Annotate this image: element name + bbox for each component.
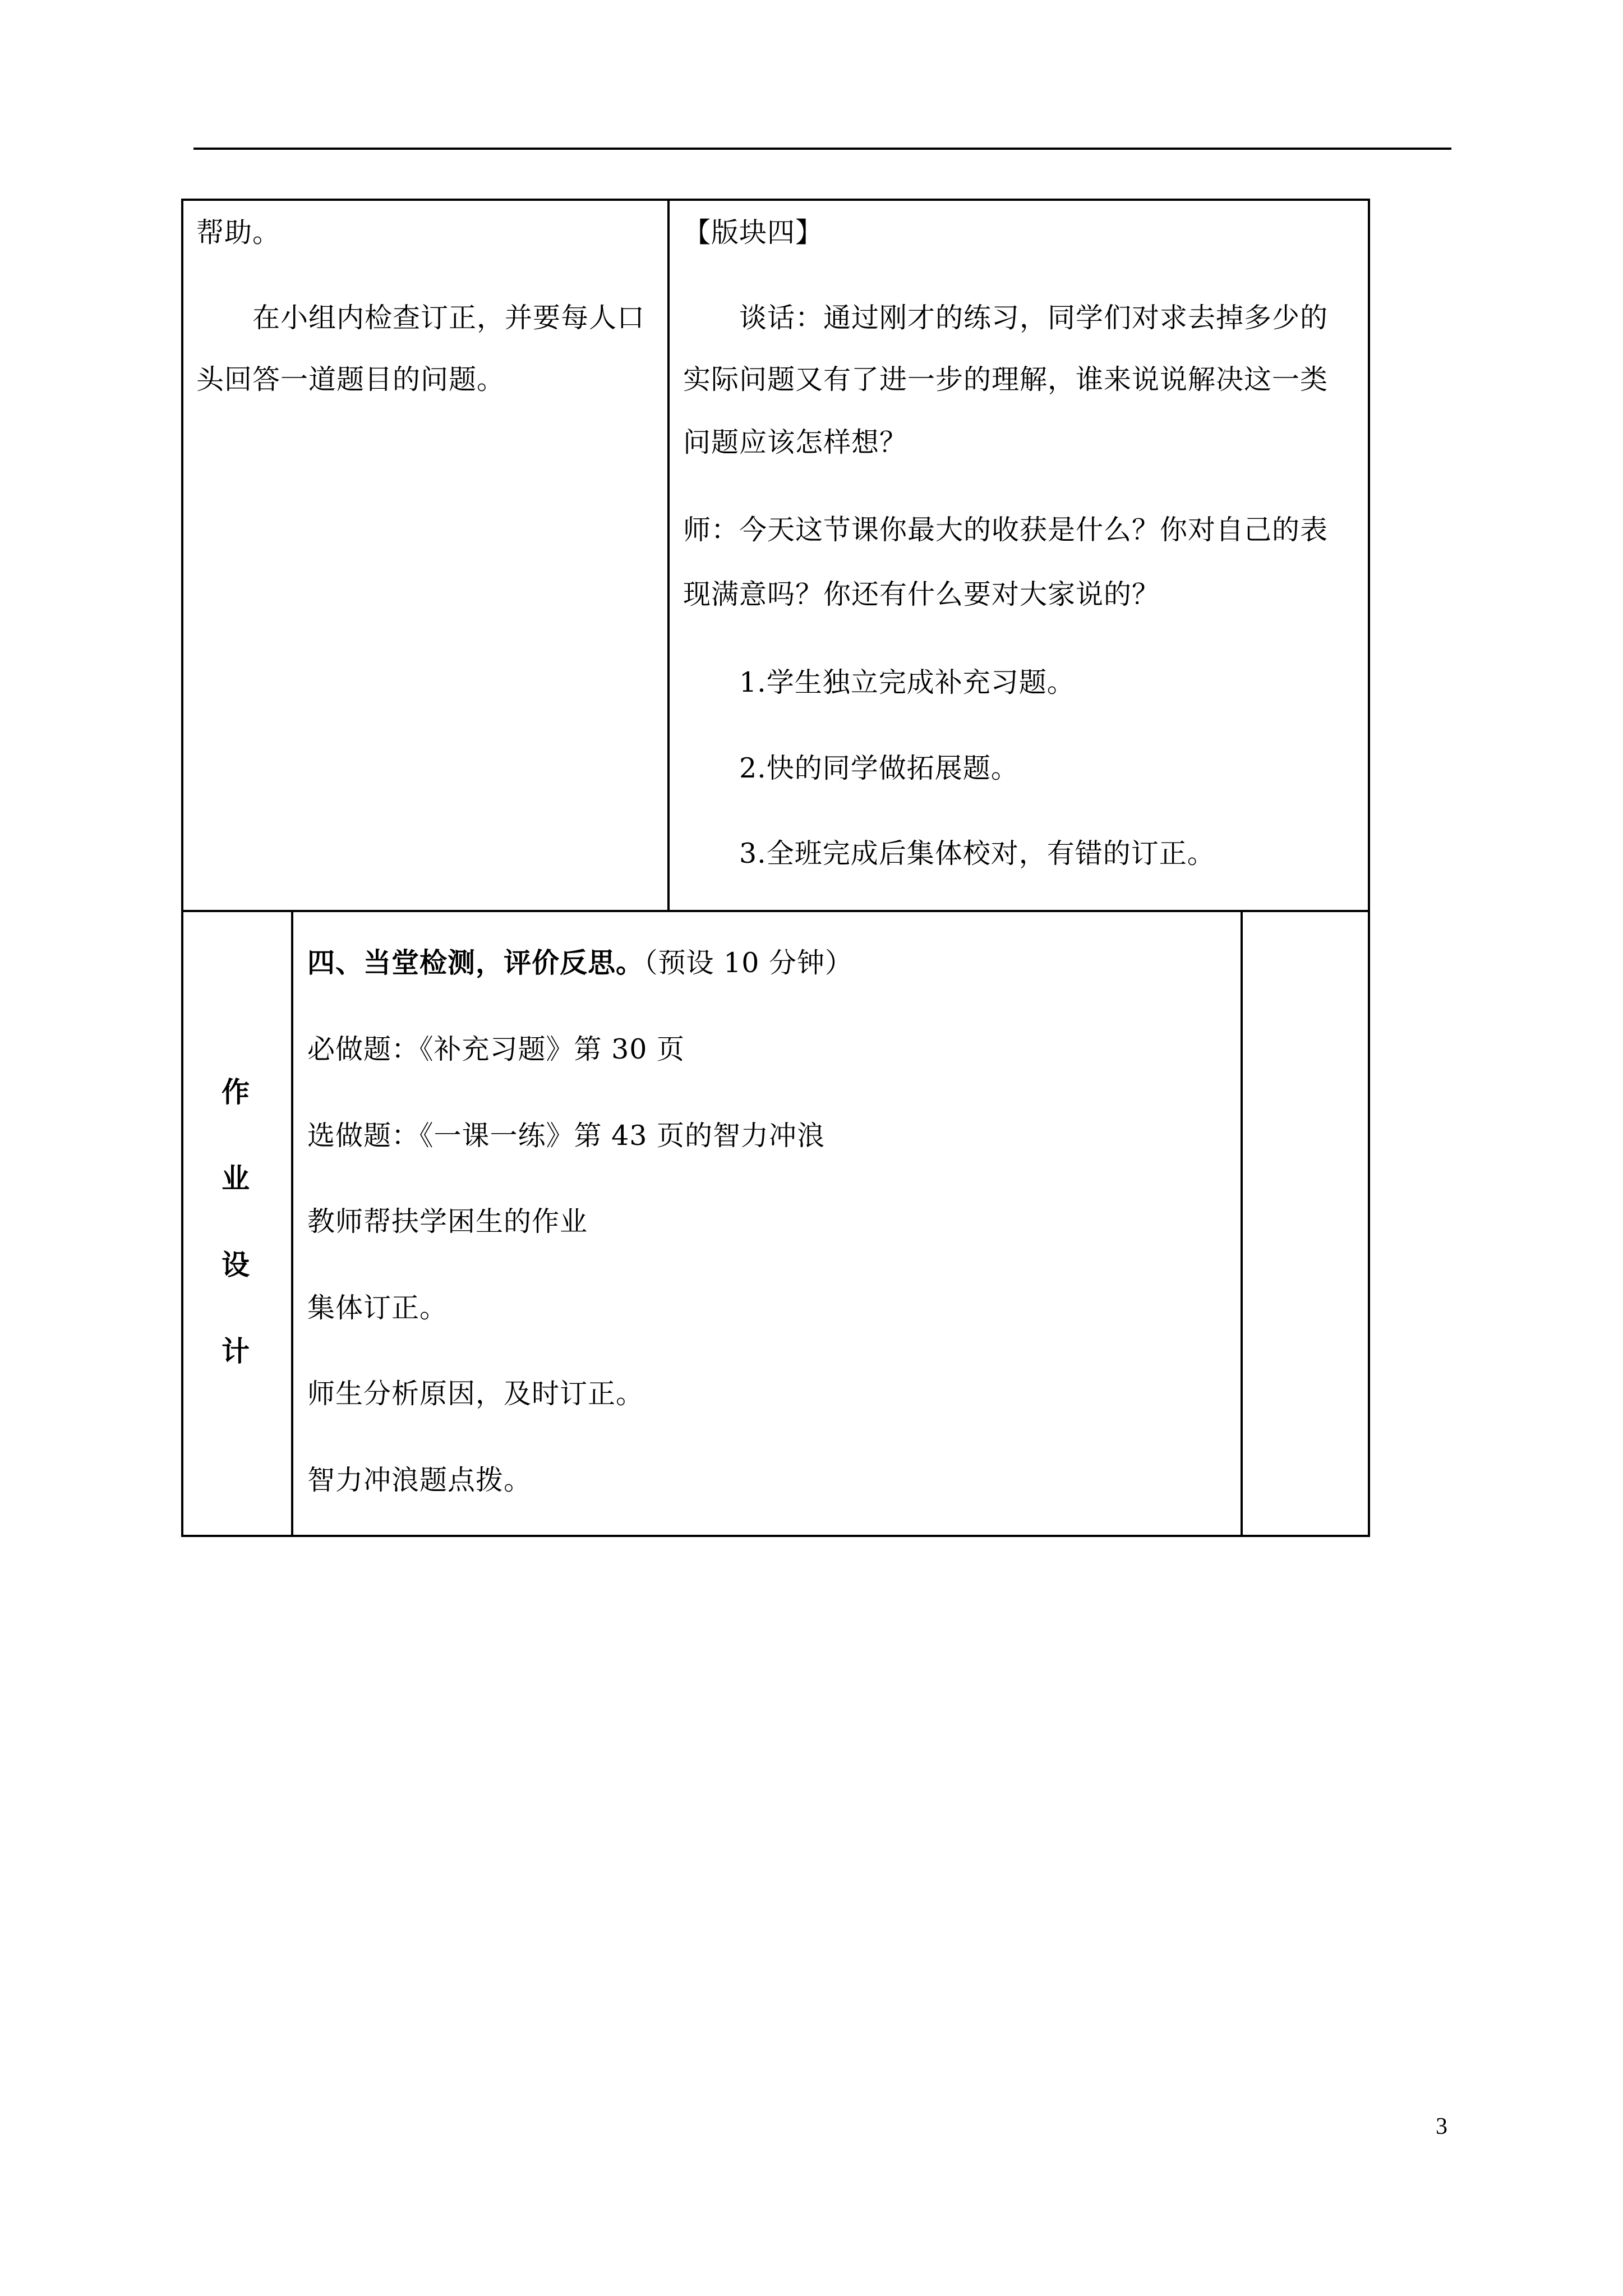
student-activity-paragraph-line-1: 在小组内检查订正，并要每人口: [252, 302, 645, 334]
homework-label-char-2: 业: [222, 1162, 250, 1195]
homework-title-bold: 四、当堂检测，评价反思。: [307, 946, 644, 979]
activity-item-3: 3.全班完成后集体校对，有错的订正。: [739, 838, 1215, 869]
activity-item-2: 2.快的同学做拓展题。: [739, 752, 1019, 784]
table-row-divider: [181, 910, 1370, 912]
homework-line-optional: 选做题：《一课一练》第 43 页的智力冲浪: [307, 1120, 826, 1152]
teacher-question-line-1: 师：今天这节课你最大的收获是什么？你对自己的表: [683, 514, 1329, 546]
table-border-bottom: [181, 1535, 1370, 1537]
table-border-top: [181, 199, 1370, 201]
table-right-empty-column-divider: [1241, 910, 1243, 1536]
talk-line-2: 实际问题又有了进一步的理解，谁来说说解决这一类: [683, 364, 1329, 395]
homework-line-required: 必做题：《补充习题》第 30 页: [307, 1033, 685, 1065]
talk-line-1: 谈话：通过刚才的练习，同学们对求去掉多少的: [739, 302, 1329, 334]
talk-line-3: 问题应该怎样想？: [683, 426, 908, 458]
student-activity-paragraph-line-2: 头回答一道题目的问题。: [196, 364, 505, 395]
homework-label-char-1: 作: [222, 1075, 250, 1108]
homework-line-analyze: 师生分析原因，及时订正。: [307, 1378, 644, 1410]
homework-label-char-4: 计: [222, 1335, 250, 1368]
table-label-column-divider: [291, 910, 293, 1536]
table-border-left: [181, 199, 183, 1537]
section-heading: 【版块四】: [683, 217, 824, 249]
table-top-column-divider: [667, 199, 670, 911]
homework-line-correct: 集体订正。: [307, 1292, 448, 1324]
homework-title-duration: （预设 10 分钟）: [644, 947, 854, 979]
teacher-question-line-2: 现满意吗？你还有什么要对大家说的？: [683, 578, 1160, 610]
homework-label-char-3: 设: [222, 1248, 250, 1281]
header-rule: [193, 148, 1451, 150]
homework-line-guidance: 智力冲浪题点拨。: [307, 1464, 532, 1496]
homework-title: [307, 946, 854, 979]
table-border-right: [1368, 199, 1370, 1537]
page-number: 3: [1436, 2114, 1447, 2139]
homework-line-support: 教师帮扶学困生的作业: [307, 1205, 588, 1237]
student-activity-line-1: 帮助。: [196, 217, 281, 249]
activity-item-1: 1.学生独立完成补充习题。: [739, 666, 1075, 698]
